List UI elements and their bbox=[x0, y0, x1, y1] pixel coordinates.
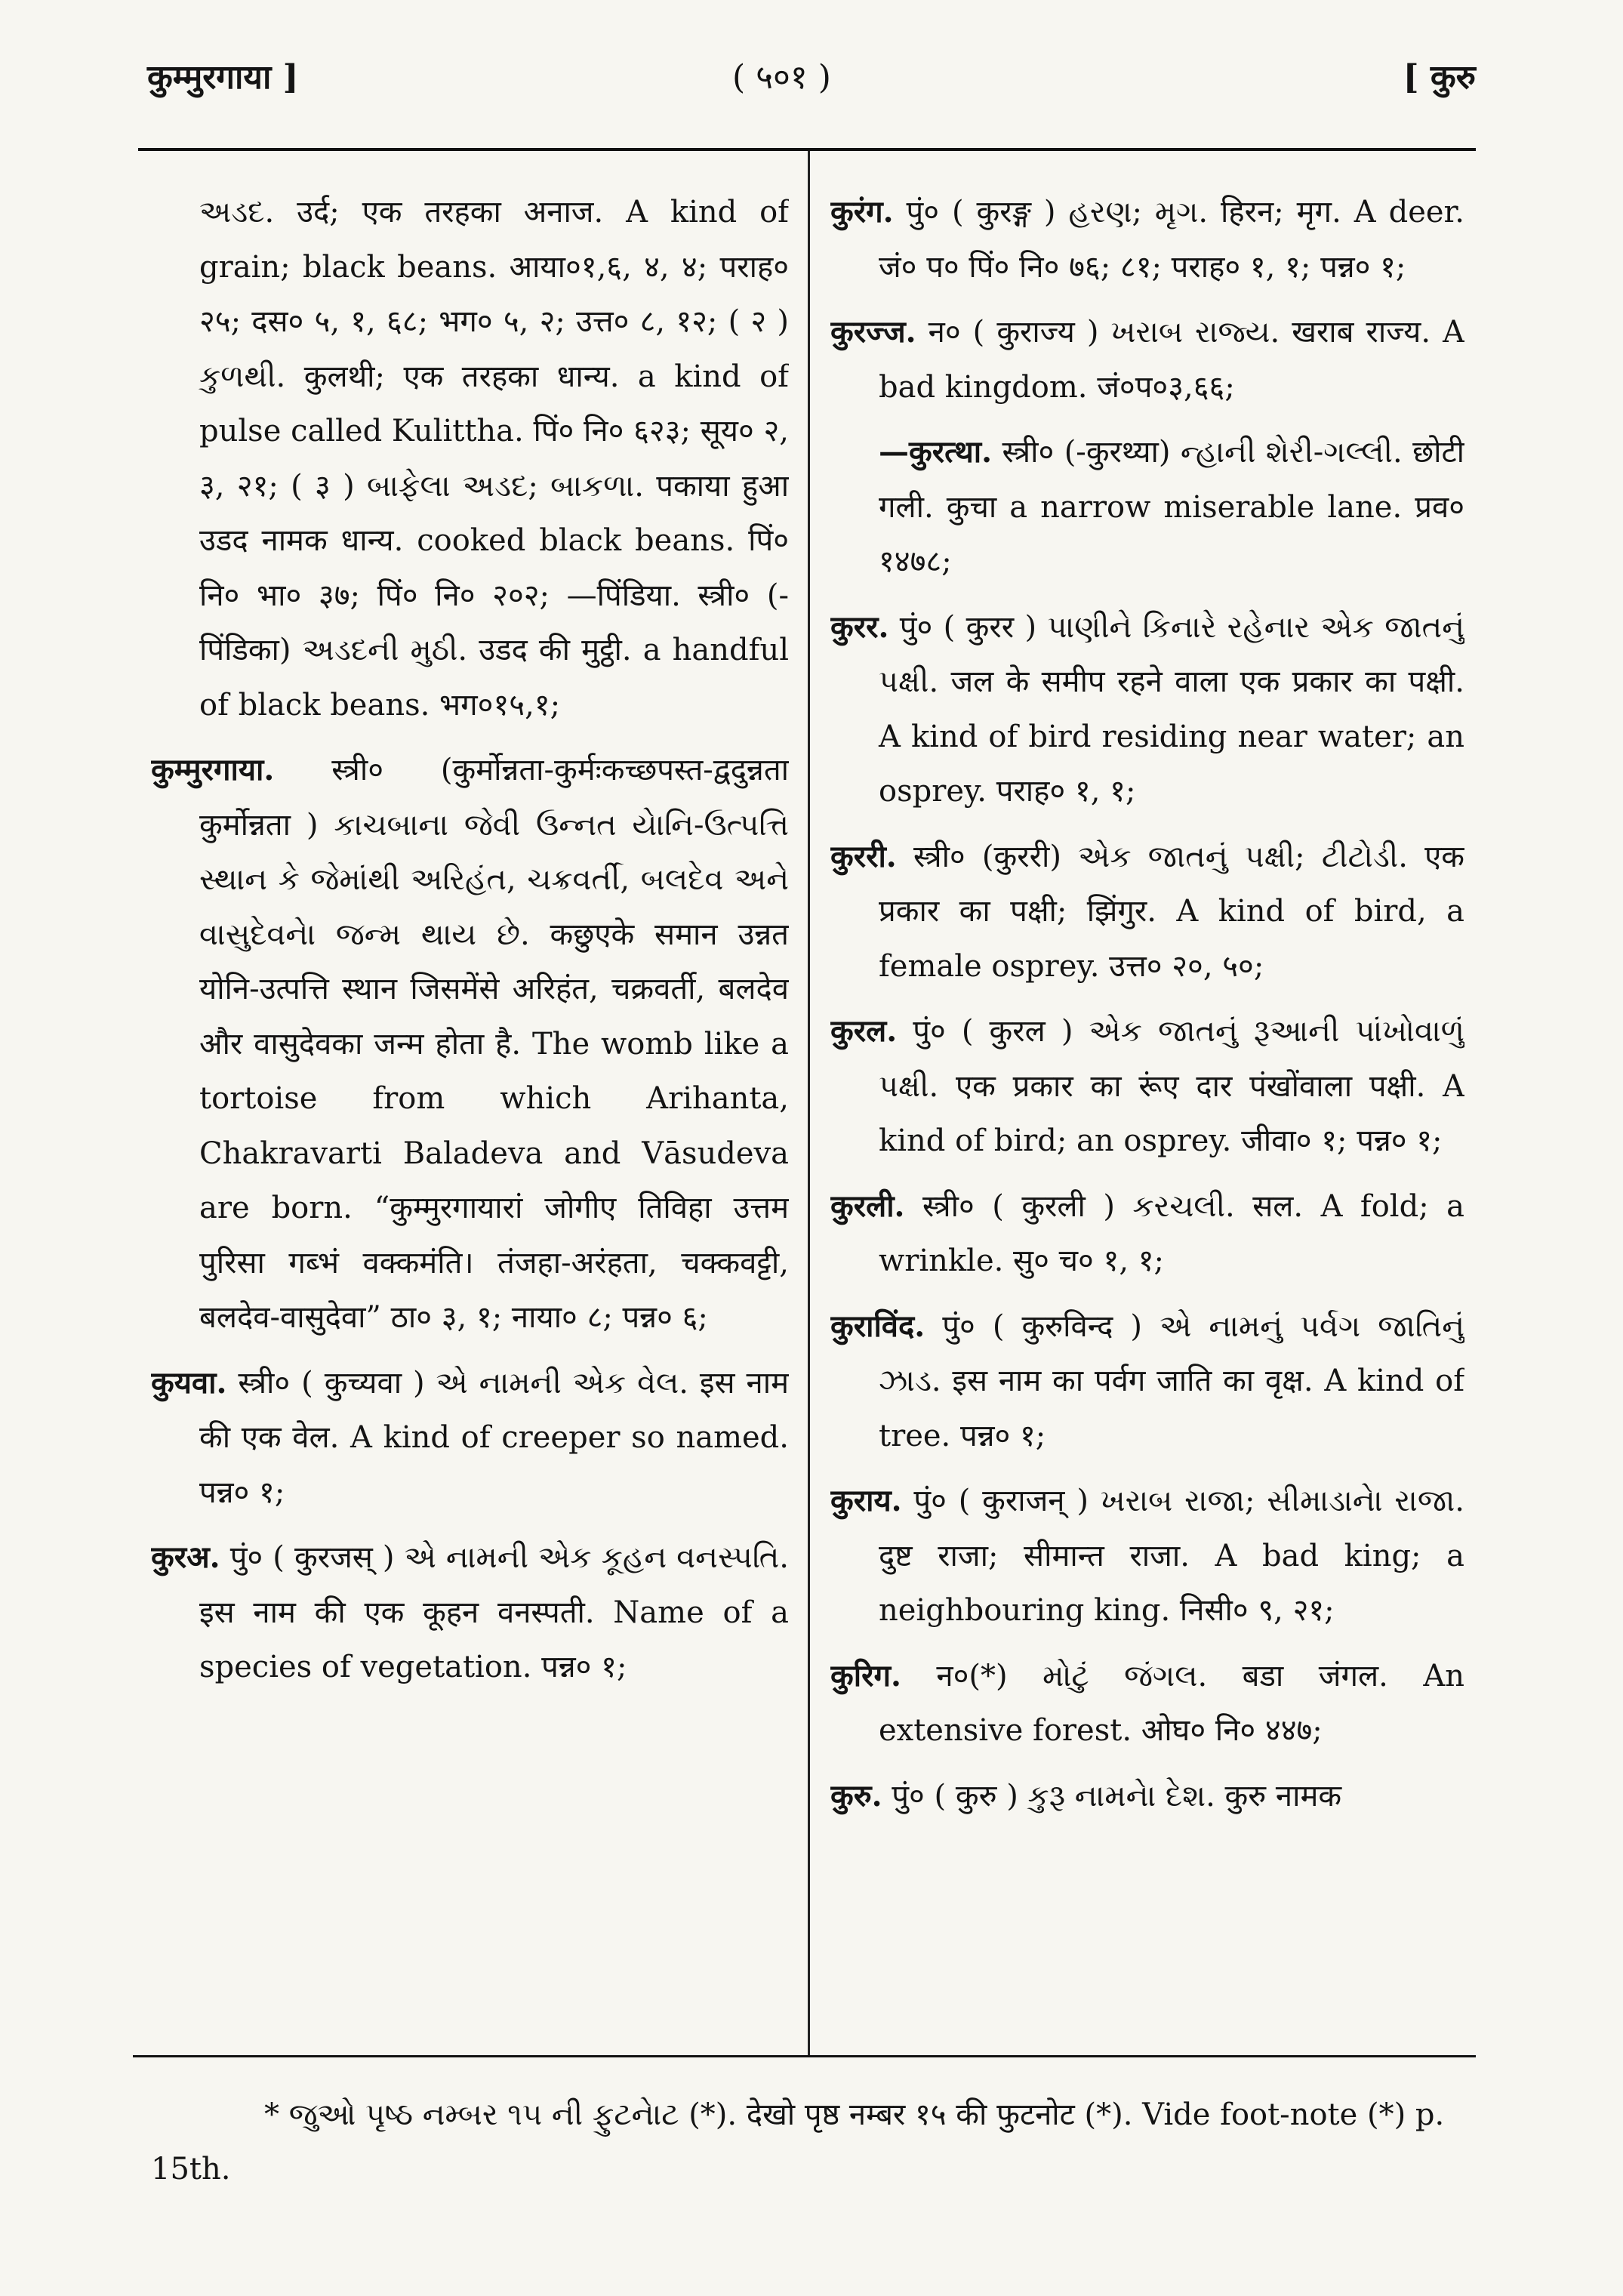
entry-headword: कुरर. bbox=[830, 609, 889, 645]
right-column bbox=[830, 185, 1464, 2042]
entry-text: पुं० ( कुराजन् ) ખરાબ રાજા; સીમાડાનેા રાજા. दुष्ट राजा; सीमान्त राजा. A bad king; a neighbouring king. निसी० ९, २१; bbox=[879, 1484, 1464, 1628]
dictionary-entry bbox=[151, 1530, 789, 1695]
entry-text: અડદ. उर्द; एक तरहका अनाज. A kind of grain; black beans. आया०१,६, ४, ४; पराह० २५; दस० ५, १, ६८; भग० ५, २; उत्त० ८, १२; ( २ ) કુળથી. कुलथी; एक तरहका धान्य. a kind of pulse called Kulittha. पिं० नि० ६२३; सूय० २, ३, २१; ( ३ ) બાફેલા અડદ; બાકળા. पकाया हुआ उडद नामक धान्य. cooked black beans. पिं० नि० भा० ३७; पिं० नि० २०२; —पिंडिया. स्त्री० (-पिंडिका) અડદની મુઠી. उडद की मुट्ठी. a handful of black beans. भग०१५,१; bbox=[199, 195, 789, 723]
entry-headword: कुम्मुरगाया. bbox=[151, 752, 275, 787]
entry-text: स्त्री० (कुररी) એક જાતનું પક્ષી; ટીટોડી. एक प्रकार का पक्षी; झिंगुर. A kind of bird, a female osprey. उत्त० २०, ५०; bbox=[879, 839, 1464, 984]
footnote-rule bbox=[133, 2055, 1476, 2057]
dictionary-entry bbox=[830, 1474, 1464, 1638]
entry-text: स्त्री० (कुर्मोन्नता-कुर्मःकच्छपस्त-द्वदुन्नता कुर्मोन्नता ) કાચબાના જેવી ઉન્નત યેાનિ-ઉત્પત્તિ સ્થાન કે જેમાંથી અરિહંત, ચક્રવર્તી, બલદેવ અને વાસુદેવનેા જન્મ થાય છે. कछुएके समान उन्नत योनि-उत्पत्ति स्थान जिसमेंसे अरिहंत, चक्रवर्ती, बलदेव और वासुदेवका जन्म होता है. The womb like a tortoise from which Arihanta, Chakravarti Baladeva and Vāsudeva are born. “कुम्मुरगायारां जोगीए तिविहा उत्तम पुरिसा गब्भं वक्कमंति। तंजहा-अरंहता, चक्कवट्टी, बलदेव-वासुदेवा” ठा० ३, १; नाया० ८; पन्न० ६; bbox=[199, 753, 789, 1335]
dictionary-entry bbox=[830, 600, 1464, 819]
entry-text: पुं० ( कुरर ) પાણીને કિનારે રહેનાર એક જાતનું પક્ષી. जल के समीप रहने वाला एक प्रकार का पक्षी. A kind of bird residing near water; an osprey. पराह० १, १; bbox=[879, 609, 1464, 809]
dictionary-entry bbox=[830, 1299, 1464, 1464]
entry-text: न० ( कुराज्य ) ખરાબ રાજ્ય. खराब राज्य. A bad kingdom. जं०प०३,६६; bbox=[879, 315, 1464, 405]
dictionary-entry bbox=[830, 830, 1464, 994]
entry-headword: कुरु. bbox=[830, 1777, 882, 1814]
entry-headword: कुरंग. bbox=[830, 194, 894, 230]
dictionary-entry bbox=[830, 185, 1464, 294]
column-separator bbox=[808, 151, 810, 2055]
entry-headword: कुररी. bbox=[830, 838, 897, 874]
dictionary-entry bbox=[830, 1004, 1464, 1169]
dictionary-entry bbox=[151, 185, 789, 732]
entry-text: पुं० ( कुरु ) કુરૂ નામનેા દેશ. कुरु नामक bbox=[892, 1778, 1342, 1814]
dictionary-entry bbox=[830, 1179, 1464, 1289]
left-column bbox=[151, 185, 789, 2042]
entry-headword: कुरअ. bbox=[151, 1539, 220, 1575]
entry-headword: कुराय. bbox=[830, 1483, 902, 1518]
entry-text: स्त्री० (-कुरथ्या) ન્હાની શેરી-ગલ્લી. छोटी गली. कुचा a narrow miserable lane. प्रव० १४७८; bbox=[879, 435, 1464, 579]
dictionary-entry bbox=[151, 1356, 789, 1521]
entry-text: स्त्री० ( कुच्यवा ) એ નામની એક વેલ. इस नाम की एक वेल. A kind of creeper so named. पन्न० १; bbox=[199, 1365, 789, 1510]
entry-text: पुं० ( कुरङ्ग ) હરણ; મૃગ. हिरन; मृग. A deer. जं० प० पिं० नि० ७६; ८१; पराह० १, १; पन्न० १; bbox=[879, 195, 1464, 285]
entry-text: पुं० ( कुरुविन्द ) એ નામનું પર્વગ જાતિનું ઝાડ. इस नाम का पर्वग जाति का वृक्ष. A kind of tree. पन्न० १; bbox=[879, 1308, 1464, 1453]
header-right-guideword: [ कुरु bbox=[1403, 58, 1476, 97]
header-rule bbox=[138, 148, 1476, 151]
page-header bbox=[147, 53, 1476, 113]
entry-headword: कुयवा. bbox=[151, 1364, 227, 1401]
entry-headword: कुरल. bbox=[830, 1013, 898, 1049]
entry-text: स्त्री० ( कुरली ) કરચલી. सल. A fold; a wrinkle. सु० च० १, १; bbox=[879, 1188, 1464, 1278]
entry-text: पुं० ( कुरल ) એક જાતનું રૂઆની પાંખોવાળું પક્ષી. एक प्रकार का रूंए दार पंखोंवाला पक्षी. A kind of bird; an osprey. जीवा० १; पन्न० १; bbox=[879, 1014, 1464, 1158]
entry-headword: कुरली. bbox=[830, 1188, 905, 1224]
dictionary-entry bbox=[151, 743, 789, 1345]
entry-headword: कुरज्ज. bbox=[830, 314, 916, 350]
dictionary-entry bbox=[830, 1649, 1464, 1758]
page-number: ( ५०१ ) bbox=[732, 58, 831, 97]
dictionary-subentry bbox=[830, 425, 1464, 590]
dictionary-entry bbox=[830, 1769, 1464, 1824]
entry-headword: कुरिग. bbox=[830, 1657, 901, 1693]
entry-headword: कुराविंद. bbox=[830, 1308, 925, 1344]
footnote: * જુઓ પૃષ્ઠ નમ્બર ૧૫ ની ફુટનેાટ (*). देखो पृष्ठ नम्बर १५ की फुटनोट (*). Vide foot-note (*) p. 15th. bbox=[151, 2097, 1445, 2187]
entry-headword: —कुरत्था. bbox=[879, 434, 993, 470]
header-left-guideword: कुम्मुरगाया ] bbox=[147, 58, 299, 97]
entry-text: पुं० ( कुरजस् ) એ નામની એક કૂહન વનસ્પતિ. इस नाम की एक कूहन वनस्पती. Name of a species of vegetation. पन्न० १; bbox=[199, 1540, 789, 1684]
entry-text: न०(*) મોટું જંગલ. बडा जंगल. An extensive forest. ओघ० नि० ४४७; bbox=[879, 1658, 1464, 1748]
dictionary-entry bbox=[830, 305, 1464, 415]
